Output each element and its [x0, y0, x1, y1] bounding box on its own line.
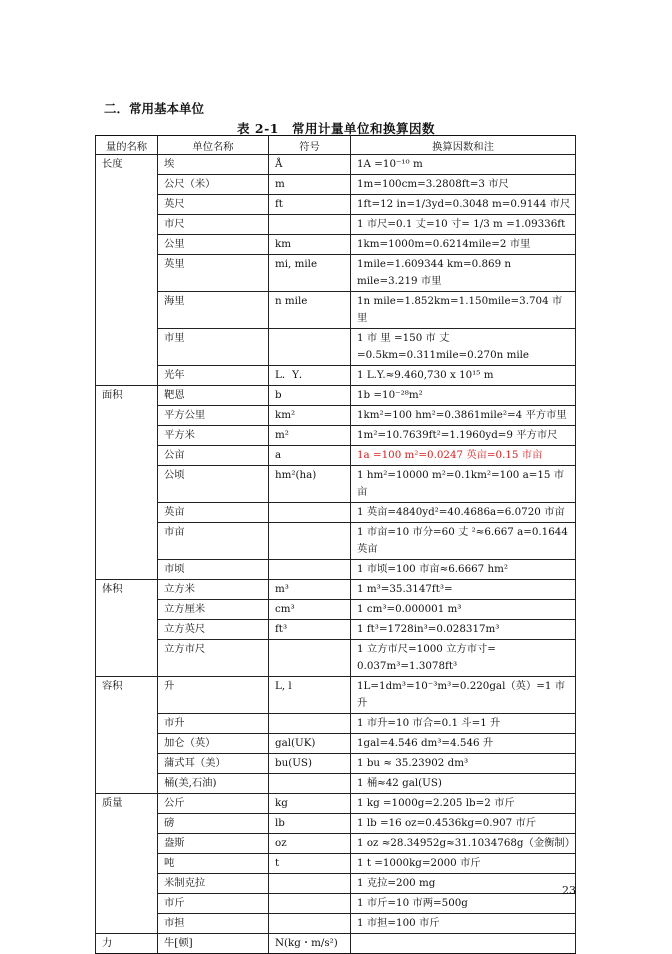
conversion-cell: 1 市尺=0.1 丈=10 寸= 1/3 m =1.09336ft	[351, 215, 576, 235]
quantity-cell	[96, 734, 158, 754]
conversion-cell: 1 立方市尺=1000 立方市寸= 0.037m³=1.3078ft³	[351, 640, 576, 677]
unit-name-cell: 埃	[158, 155, 269, 175]
table-caption: 表 2-1 常用计量单位和换算因数	[237, 121, 435, 136]
conversion-cell: 1km=1000m=0.6214mile=2 市里	[351, 235, 576, 255]
conversion-cell: 1 oz ≈28.34952g≈31.1034768g（金衡制）	[351, 834, 576, 854]
header-quantity: 量的名称	[96, 136, 158, 155]
unit-name-cell: 吨	[158, 854, 269, 874]
unit-name-cell: 英亩	[158, 503, 269, 523]
symbol-cell: a	[269, 446, 351, 466]
unit-name-cell: 公里	[158, 235, 269, 255]
symbol-cell: ft	[269, 195, 351, 215]
quantity-cell	[96, 426, 158, 446]
conversion-cell: 1 市斤=10 市两=500g	[351, 894, 576, 914]
unit-name-cell: 立方市尺	[158, 640, 269, 677]
unit-name-cell: 市升	[158, 714, 269, 734]
conversion-cell: 1L=1dm³=10⁻³m³=0.220gal（英）=1 市升	[351, 677, 576, 714]
unit-name-cell: 公顷	[158, 466, 269, 503]
quantity-cell	[96, 640, 158, 677]
symbol-cell: bu(US)	[269, 754, 351, 774]
conversion-cell: 1A =10⁻¹⁰ m	[351, 155, 576, 175]
quantity-cell	[96, 854, 158, 874]
table-row	[96, 734, 576, 754]
conversion-cell: 1 kg =1000g=2.205 lb=2 市斤	[351, 794, 576, 814]
symbol-cell	[269, 560, 351, 580]
quantity-cell	[96, 292, 158, 329]
symbol-cell	[269, 714, 351, 734]
symbol-cell: Å	[269, 155, 351, 175]
quantity-cell	[96, 874, 158, 894]
unit-name-cell: 立方米	[158, 580, 269, 600]
symbol-cell	[269, 914, 351, 934]
quantity-cell	[96, 215, 158, 235]
conversion-cell: 1km²=100 hm²=0.3861mile²=4 平方市里	[351, 406, 576, 426]
quantity-cell	[96, 195, 158, 215]
conversion-cell: 1a =100 m²=0.0247 英亩=0.15 市亩	[351, 446, 576, 466]
header-symbol: 符号	[269, 136, 351, 155]
conversion-cell: 1n mile=1.852km=1.150mile=3.704 市里	[351, 292, 576, 329]
symbol-cell: L．Y．	[269, 366, 351, 386]
table-row	[96, 215, 576, 235]
conversion-cell: 1 ft³=1728in³=0.028317m³	[351, 620, 576, 640]
unit-name-cell: 市亩	[158, 523, 269, 560]
unit-name-cell: 牛[顿]	[158, 934, 269, 954]
conversion-cell: 1 市顷=100 市亩≈6.6667 hm²	[351, 560, 576, 580]
table-row	[96, 620, 576, 640]
quantity-cell: 力	[96, 934, 158, 954]
conversion-cell: 1 克拉=200 mg	[351, 874, 576, 894]
unit-name-cell: 平方公里	[158, 406, 269, 426]
table-row	[96, 854, 576, 874]
table-row	[96, 446, 576, 466]
conversion-cell: 1 hm²=10000 m²=0.1km²=100 a=15 市亩	[351, 466, 576, 503]
unit-name-cell: 桶(美,石油)	[158, 774, 269, 794]
table-row	[96, 292, 576, 329]
quantity-cell	[96, 175, 158, 195]
quantity-cell	[96, 814, 158, 834]
quantity-cell: 面积	[96, 386, 158, 406]
unit-name-cell: 米制克拉	[158, 874, 269, 894]
table-row	[96, 640, 576, 677]
page-number: 23	[562, 884, 576, 897]
unit-name-cell: 立方英尺	[158, 620, 269, 640]
unit-name-cell: 海里	[158, 292, 269, 329]
unit-name-cell: 加仑（英）	[158, 734, 269, 754]
table-row	[96, 175, 576, 195]
symbol-cell	[269, 523, 351, 560]
symbol-cell	[269, 874, 351, 894]
conversion-cell: 1 cm³=0.000001 m³	[351, 600, 576, 620]
unit-name-cell: 公亩	[158, 446, 269, 466]
quantity-cell: 长度	[96, 155, 158, 175]
symbol-cell	[269, 215, 351, 235]
quantity-cell	[96, 406, 158, 426]
symbol-cell: cm³	[269, 600, 351, 620]
table-row	[96, 774, 576, 794]
conversion-cell: 1 t =1000kg=2000 市斤	[351, 854, 576, 874]
quantity-cell	[96, 366, 158, 386]
section-title: 二．常用基本单位	[104, 101, 205, 116]
unit-name-cell: 市尺	[158, 215, 269, 235]
unit-name-cell: 市顷	[158, 560, 269, 580]
symbol-cell	[269, 774, 351, 794]
symbol-cell	[269, 329, 351, 366]
table-row	[96, 503, 576, 523]
table-row	[96, 894, 576, 914]
table-row	[96, 834, 576, 854]
conversion-cell	[351, 934, 576, 954]
symbol-cell: t	[269, 854, 351, 874]
quantity-cell	[96, 503, 158, 523]
table-row	[96, 155, 576, 175]
unit-name-cell: 英里	[158, 255, 269, 292]
table-row	[96, 914, 576, 934]
quantity-cell	[96, 894, 158, 914]
conversion-cell: 1 市升=10 市合=0.1 斗=1 升	[351, 714, 576, 734]
symbol-cell	[269, 503, 351, 523]
unit-name-cell: 公尺（米）	[158, 175, 269, 195]
header-conversion: 换算因数和注	[351, 136, 576, 155]
unit-name-cell: 靶恩	[158, 386, 269, 406]
table-row	[96, 235, 576, 255]
conversion-cell: 1b =10⁻²⁸m²	[351, 386, 576, 406]
table-row	[96, 580, 576, 600]
quantity-cell	[96, 329, 158, 366]
table-row	[96, 366, 576, 386]
conversion-cell: 1 桶≈42 gal(US)	[351, 774, 576, 794]
symbol-cell: km²	[269, 406, 351, 426]
unit-name-cell: 平方米	[158, 426, 269, 446]
symbol-cell: m²	[269, 426, 351, 446]
quantity-cell	[96, 446, 158, 466]
conversion-cell: 1ft=12 in=1/3yd=0.3048 m=0.9144 市尺	[351, 195, 576, 215]
header-unit-name: 单位名称	[158, 136, 269, 155]
quantity-cell	[96, 774, 158, 794]
symbol-cell: L, l	[269, 677, 351, 714]
quantity-cell	[96, 620, 158, 640]
table-row	[96, 754, 576, 774]
table-row	[96, 195, 576, 215]
units-table	[95, 135, 576, 954]
quantity-cell	[96, 235, 158, 255]
symbol-cell: lb	[269, 814, 351, 834]
symbol-cell: oz	[269, 834, 351, 854]
table-row	[96, 560, 576, 580]
table-row	[96, 794, 576, 814]
unit-name-cell: 光年	[158, 366, 269, 386]
conversion-cell: 1 bu ≈ 35.23902 dm³	[351, 754, 576, 774]
symbol-cell: hm²(ha)	[269, 466, 351, 503]
table-row	[96, 426, 576, 446]
conversion-cell: 1 英亩=4840yd²=40.4686a=6.0720 市亩	[351, 503, 576, 523]
symbol-cell: ft³	[269, 620, 351, 640]
symbol-cell: kg	[269, 794, 351, 814]
symbol-cell: km	[269, 235, 351, 255]
conversion-cell: 1gal=4.546 dm³=4.546 升	[351, 734, 576, 754]
quantity-cell	[96, 560, 158, 580]
table-row	[96, 874, 576, 894]
quantity-cell	[96, 834, 158, 854]
symbol-cell: n mile	[269, 292, 351, 329]
unit-name-cell: 盎斯	[158, 834, 269, 854]
quantity-cell	[96, 714, 158, 734]
conversion-cell: 1mile=1.609344 km=0.869 n mile=3.219 市里	[351, 255, 576, 292]
quantity-cell	[96, 466, 158, 503]
table-row	[96, 934, 576, 954]
table-body	[96, 155, 576, 954]
symbol-cell: b	[269, 386, 351, 406]
table-row	[96, 329, 576, 366]
symbol-cell	[269, 640, 351, 677]
symbol-cell: gal(UK)	[269, 734, 351, 754]
conversion-cell: 1 m³=35.3147ft³=	[351, 580, 576, 600]
unit-name-cell: 公斤	[158, 794, 269, 814]
table-row	[96, 677, 576, 714]
unit-name-cell: 市斤	[158, 894, 269, 914]
conversion-cell: 1m²=10.7639ft²=1.1960yd=9 平方市尺	[351, 426, 576, 446]
conversion-cell: 1 市担=100 市斤	[351, 914, 576, 934]
table-row	[96, 386, 576, 406]
symbol-cell: m	[269, 175, 351, 195]
unit-name-cell: 市里	[158, 329, 269, 366]
symbol-cell: N(kg・m/s²)	[269, 934, 351, 954]
symbol-cell: m³	[269, 580, 351, 600]
unit-name-cell: 市担	[158, 914, 269, 934]
unit-name-cell: 蒲式耳（美）	[158, 754, 269, 774]
symbol-cell: mi, mile	[269, 255, 351, 292]
table-row	[96, 523, 576, 560]
table-row	[96, 814, 576, 834]
quantity-cell	[96, 523, 158, 560]
table-row	[96, 466, 576, 503]
quantity-cell: 容积	[96, 677, 158, 714]
unit-name-cell: 磅	[158, 814, 269, 834]
conversion-cell: 1 市 里 =150 市 丈 =0.5km=0.311mile=0.270n mile	[351, 329, 576, 366]
table-row	[96, 255, 576, 292]
conversion-cell: 1 市亩=10 市分=60 丈 ²≈6.667 a=0.1644 英亩	[351, 523, 576, 560]
quantity-cell	[96, 754, 158, 774]
quantity-cell: 质量	[96, 794, 158, 814]
quantity-cell	[96, 600, 158, 620]
table-row	[96, 714, 576, 734]
quantity-cell: 体积	[96, 580, 158, 600]
quantity-cell	[96, 914, 158, 934]
table-row	[96, 600, 576, 620]
conversion-cell: 1 L.Y.≈9.460,730 x 10¹⁵ m	[351, 366, 576, 386]
table-header-row	[96, 136, 576, 155]
conversion-cell: 1 lb =16 oz=0.4536kg=0.907 市斤	[351, 814, 576, 834]
unit-name-cell: 升	[158, 677, 269, 714]
unit-name-cell: 英尺	[158, 195, 269, 215]
symbol-cell	[269, 894, 351, 914]
table-row	[96, 406, 576, 426]
conversion-cell: 1m=100cm=3.2808ft=3 市尺	[351, 175, 576, 195]
quantity-cell	[96, 255, 158, 292]
unit-name-cell: 立方厘米	[158, 600, 269, 620]
